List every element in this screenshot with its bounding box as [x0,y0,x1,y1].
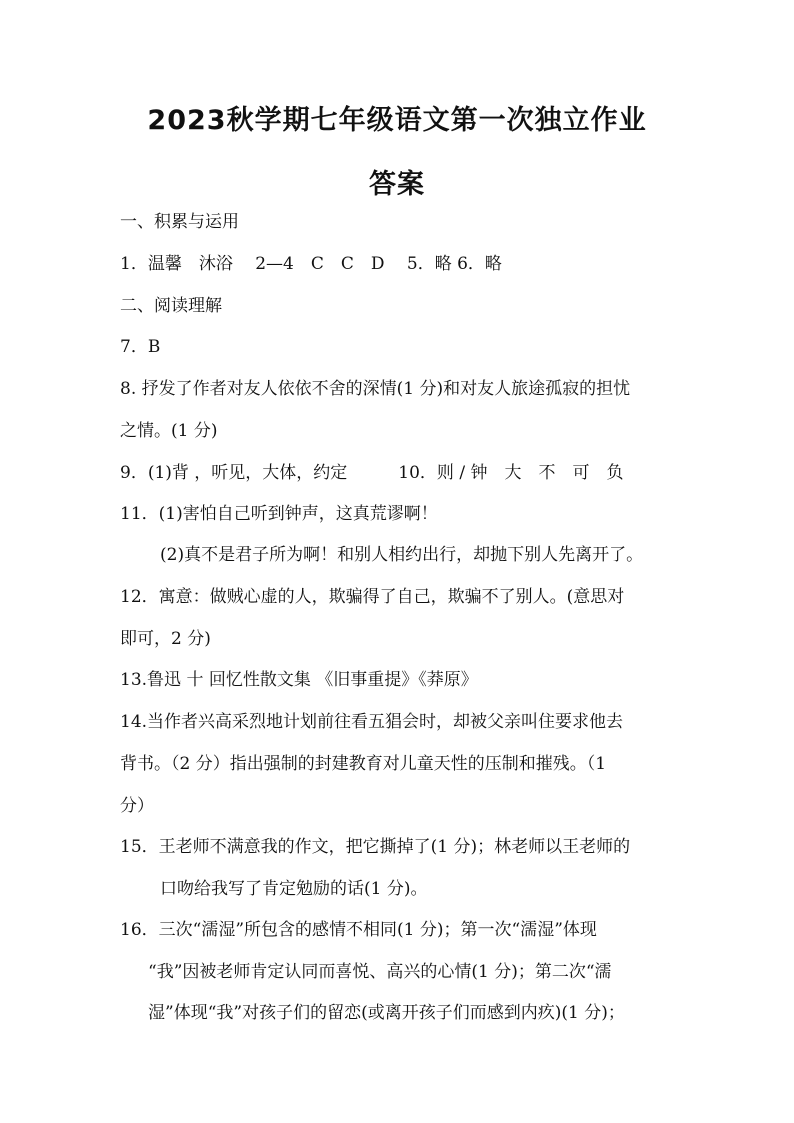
answer-13: 13.鲁迅 十 回忆性散文集 《旧事重提》《莽原》 [120,670,478,690]
answer-16-line-1: 16．三次“濡湿”所包含的感情不相同(1 分)；第一次“濡湿”体现 [120,920,597,940]
answer-16-line-3: 湿”体现“我”对孩子们的留恋(或离开孩子们而感到内疚)(1 分)； [148,1003,625,1023]
answer-1-6: 1．温馨 沐浴 2—4 C C D 5．略 6．略 [120,254,502,274]
answer-12-line-2: 即可，2 分) [120,629,211,649]
answer-9-10: 9．(1)背 ，听见，大体，约定 10．则 / 钟 大 不 可 负 [120,463,624,483]
answer-8-line-2: 之情。(1 分) [120,421,218,441]
answer-8-line-1: 8. 抒发了作者对友人依依不舍的深情(1 分)和对友人旅途孤寂的担忧 [120,379,631,399]
answer-15-line-2: 口吻给我写了肯定勉励的话(1 分)。 [160,879,428,899]
answer-7: 7．B [120,337,161,357]
answer-14-line-3: 分） [120,796,154,816]
answer-16-line-2: “我”因被老师肯定认同而喜悦、高兴的心情(1 分)；第二次“濡 [148,962,612,982]
answer-11-part-2: (2)真不是君子所为啊！和别人相约出行，却抛下别人先离开了。 [160,545,644,565]
section-heading-1: 一、积累与运用 [120,212,239,232]
answer-15-line-1: 15．王老师不满意我的作文，把它撕掉了(1 分)；林老师以王老师的 [120,837,631,857]
answer-14-line-1: 14.当作者兴高采烈地计划前往看五猖会时，却被父亲叫住要求他去 [120,712,624,732]
answer-14-line-2: 背书。（2 分）指出强制的封建教育对儿童天性的压制和摧残。（1 [120,754,607,774]
answer-12-line-1: 12．寓意：做贼心虚的人，欺骗得了自己，欺骗不了别人。(意思对 [120,587,625,607]
section-heading-2: 二、阅读理解 [120,296,222,316]
answer-11-part-1: 11．(1)害怕自己听到钟声，这真荒谬啊！ [120,504,438,524]
document-subtitle: 答案 [369,169,425,200]
document-title: 2023秋学期七年级语文第一次独立作业 [147,105,647,136]
